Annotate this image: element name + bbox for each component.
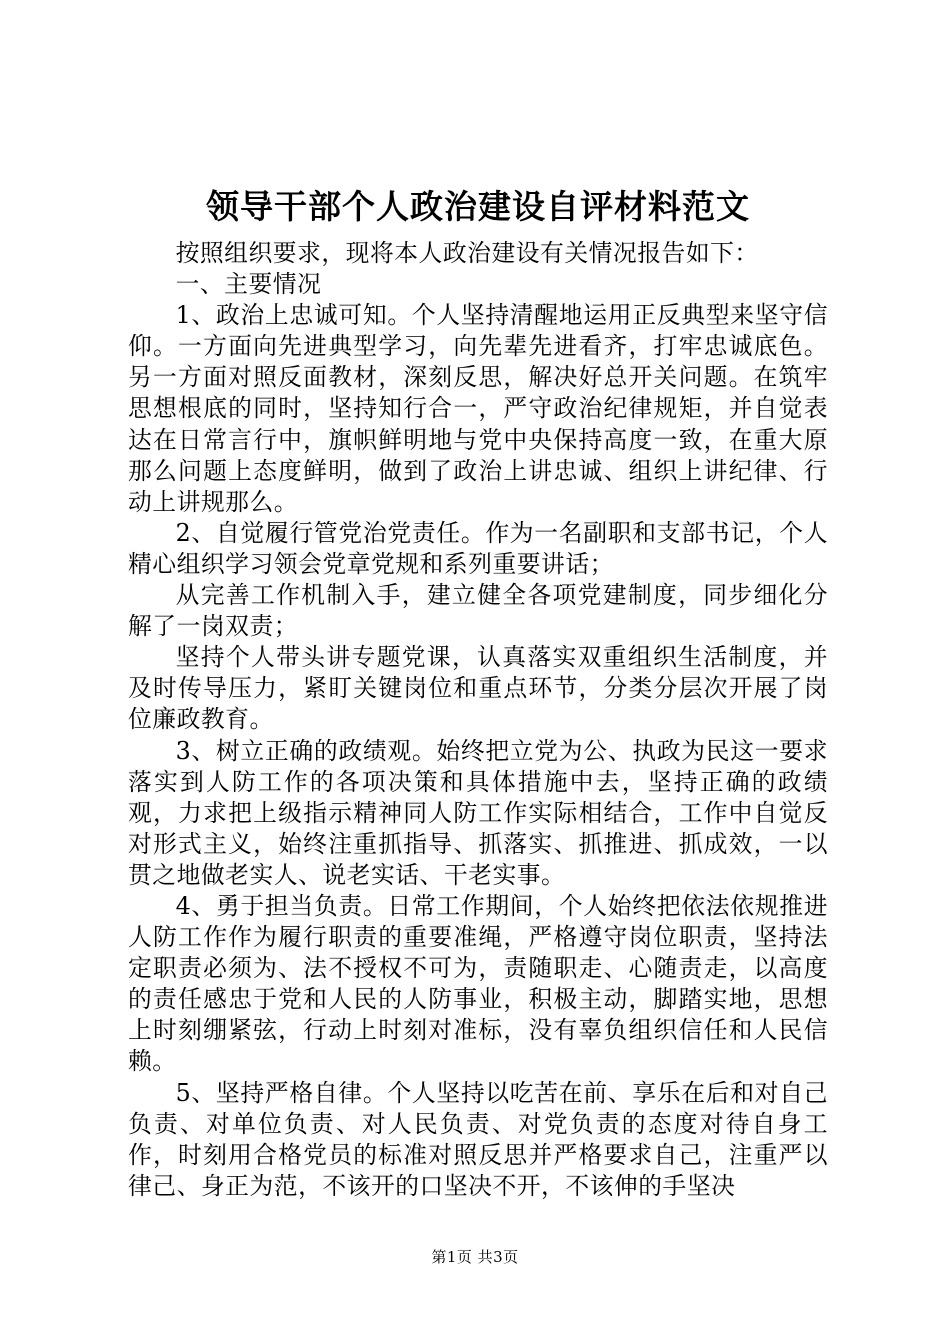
total-pages: 共3页 — [477, 1248, 519, 1266]
intro-paragraph: 按照组织要求，现将本人政治建设有关情况报告如下： — [175, 239, 759, 267]
paragraph-item-2-sub-1: 从完善工作机制入手，建立健全各项党建制度，同步细化分解了一岗双责； — [128, 581, 828, 641]
page-footer — [0, 1246, 950, 1267]
page-number: 第1页 — [431, 1248, 473, 1266]
paragraph-item-3: 3、树立正确的政绩观。始终把立党为公、执政为民这一要求落实到人防工作的各项决策和具体措施中去，坚持正确的政绩观，力求把上级指示精神同人防工作实际相结合，工作中自觉反对形式主义，始终注重抓指导、抓落实、抓推进、抓成效，一以贯之地做老实人、说老实话、干老实事。 — [128, 736, 828, 889]
paragraph-item-2: 2、自觉履行管党治党责任。作为一名副职和支部书记，个人精心组织学习领会党章党规和系列重要讲话； — [128, 518, 828, 578]
paragraph-item-4: 4、勇于担当负责。日常工作期间，个人始终把依法依规推进人防工作作为履行职责的重要准绳，严格遵守岗位职责，坚持法定职责必须为、法不授权不可为，责随职走、心随责走，以高度的责任感忠于党和人民的人防事业，积极主动，脚踏实地，思想上时刻绷紧弦，行动上时刻对准标，没有辜负组织信任和人民信赖。 — [128, 891, 828, 1076]
document-page — [128, 182, 828, 1202]
section-heading: 一、主要情况 — [175, 270, 322, 299]
paragraph-item-1: 1、政治上忠诚可知。个人坚持清醒地运用正反典型来坚守信仰。一方面向先进典型学习，向先辈先进看齐，打牢忠诚底色。另一方面对照反面教材，深刻反思，解决好总开关问题。在筑牢思想根底的同时，坚持知行合一，严守政治纪律规矩，并自觉表达在日常言行中，旗帜鲜明地与党中央保持高度一致，在重大原那么问题上态度鲜明，做到了政治上讲忠诚、组织上讲纪律、行动上讲规那么。 — [128, 301, 828, 516]
document-title: 领导干部个人政治建设自评材料范文 — [206, 187, 750, 226]
paragraph-item-5: 5、坚持严格自律。个人坚持以吃苦在前、享乐在后和对自己负责、对单位负责、对人民负责、对党负责的态度对待自身工作，时刻用合格党员的标准对照反思并严格要求自己，注重严以律己、身正为范，不该开的口坚决不开，不该伸的手坚决 — [128, 1078, 828, 1200]
paragraph-item-2-sub-2: 坚持个人带头讲专题党课，认真落实双重组织生活制度，并及时传导压力，紧盯关键岗位和重点环节，分类分层次开展了岗位廉政教育。 — [128, 643, 828, 734]
